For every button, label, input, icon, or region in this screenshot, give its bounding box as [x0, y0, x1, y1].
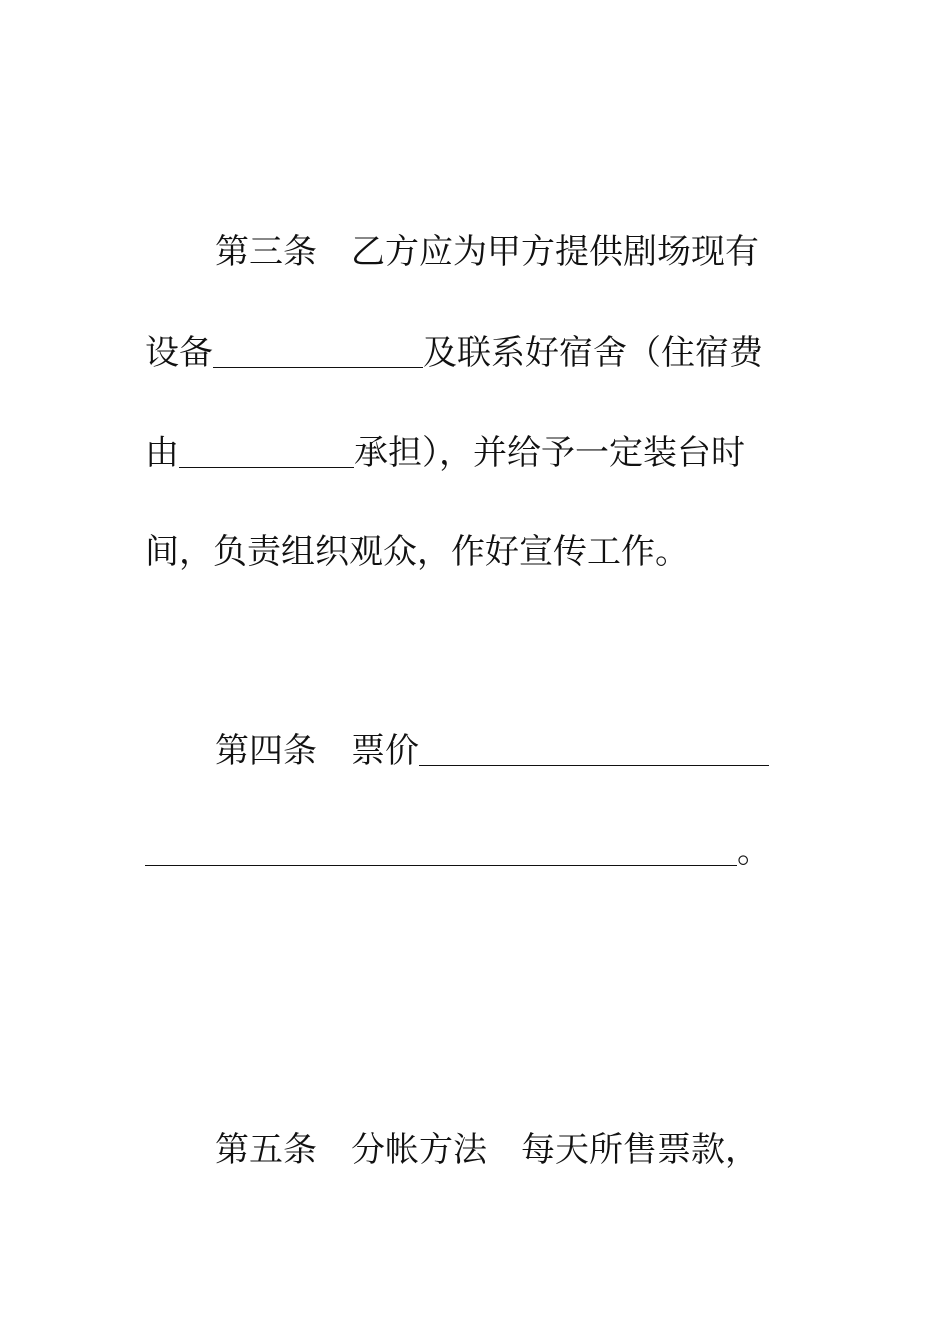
article-3-equipment-label: 设备: [145, 333, 213, 373]
article-4-heading: 第四条: [215, 731, 317, 771]
ticket-price-blank[interactable]: [419, 735, 769, 766]
ticket-price-blank-continued[interactable]: [145, 835, 737, 866]
article-4-line-1: [215, 731, 769, 771]
article-3-line-4: [145, 532, 689, 572]
article-3-setup-text: 承担），并给予一定装台时: [354, 433, 745, 473]
article-3-line-3: [145, 433, 745, 473]
article-3-duties-text: 间，负责组织观众，作好宣传工作。: [145, 532, 689, 572]
equipment-blank[interactable]: [213, 337, 423, 368]
revenue-split-label: 分帐方法: [351, 1130, 487, 1170]
article-3-text: 乙方应为甲方提供剧场现有: [351, 232, 759, 272]
article-3-lodging-text: 及联系好宿舍（住宿费: [423, 333, 763, 373]
article-5-heading: 第五条: [215, 1130, 317, 1170]
lodging-payer-blank[interactable]: [179, 437, 354, 468]
article-4-line-2: [145, 831, 771, 871]
article-5-line-1: [215, 1130, 759, 1170]
ticket-price-label: 票价: [351, 731, 419, 771]
article-3-line-2: [145, 333, 763, 373]
article-5-text: 每天所售票款，: [521, 1130, 759, 1170]
article-3-borne-by-label: 由: [145, 433, 179, 473]
article-4-end-mark: 。: [737, 831, 771, 871]
article-3-line-1: [215, 232, 759, 272]
article-3-heading: 第三条: [215, 232, 317, 272]
